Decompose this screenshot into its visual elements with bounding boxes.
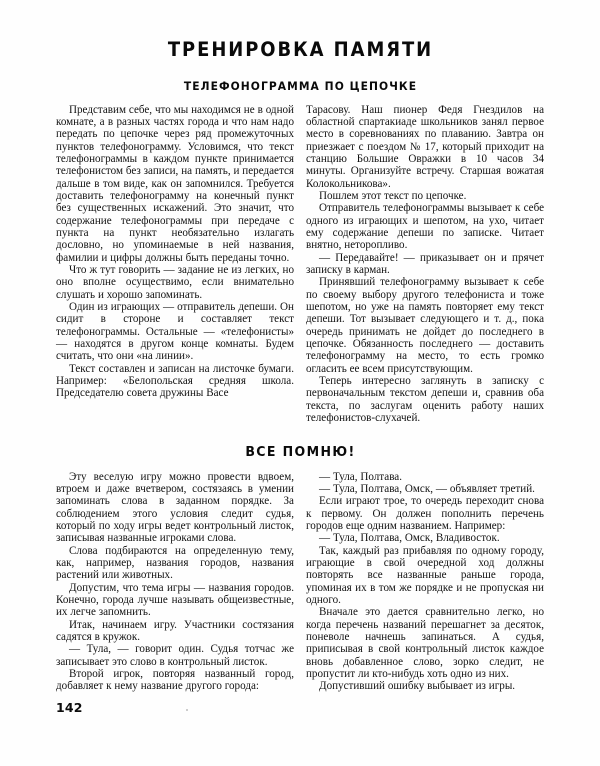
paragraph: Слова подбираются на определенную тему, как, например, названия городов, названия растений или животных.: [56, 544, 294, 582]
section-heading-telephonogram: ТЕЛЕФОНОГРАММА ПО ЦЕПОЧКЕ: [183, 79, 418, 94]
paragraph: Так, каждый раз прибавляя по одному городу, играющие в свой очередной ход должны повторять все названные раньше города, упоминая их в том же порядке и не пропуская ни одного.: [306, 544, 544, 607]
paragraph: — Тула, Полтава.: [319, 470, 403, 483]
column-left: [56, 471, 294, 693]
paragraph: — Тула, Полтава, Омск, Владивосток.: [319, 532, 500, 545]
column-right: [306, 104, 544, 425]
paragraph: Представим себе, что мы находимся не в одной комнате, а в разных частях города и что нам надо передать по цепочке через ряд промежуточных пунктов телефонограмму. Условимся, что текст телефонограммы в каждом пункте принимается телефонистом без записи, на память, и передается дальше в том виде, как он запомнился. Требуется доставить телефонограмму на конечный пункт без существенных искажений. Это значит, что содержание телефонограммы при передаче с пункта на пункт необязательно излагать дословно, но упоминаемые в ней названия, фамилии и цифры должны быть переданы точно.: [56, 103, 294, 264]
paragraph: Текст составлен и записан на листочке бумаги. Например: «Белопольская средняя школа. Председателю совета дружины Васе: [56, 362, 294, 400]
paragraph: — Тула, — говорит один. Судья тотчас же записывает это слово в контрольный листок.: [56, 643, 294, 668]
paragraph: Допустим, что тема игры — названия городов. Конечно, города лучше называть общеизвестные, их легче запомнить.: [56, 581, 294, 619]
paragraph: Пошлем этот текст по цепочке.: [319, 189, 467, 202]
paragraph: Принявший телефонограмму вызывает к себе по своему выбору другого телефониста и тоже шепотом, но уже на память повторяет ему текст депеши. Тот вызывает следующего и т. д., пока очередь принимать не дойдет до последнего в цепочке. Обязанность последнего — доставить телефонограмму на место, то есть громко огласить ее всем присутствующим.: [306, 276, 544, 375]
paragraph: — Тула, Полтава, Омск, — объявляет третий.: [319, 482, 535, 495]
paragraph: Второй игрок, повторяя названный город, добавляет к нему название другого города:: [56, 668, 294, 693]
paragraph: Теперь интересно заглянуть в записку с первоначальным текстом депеши и, сравнив оба текста, по заслугам оценить работу наших телефонистов-слухачей.: [306, 375, 544, 425]
column-left: [56, 104, 294, 400]
paper-speck: [186, 709, 188, 711]
paragraph: Допустивший ошибку выбывает из игры.: [319, 680, 516, 693]
page-content: [56, 0, 545, 693]
paragraph: Что ж тут говорить — задание не из легких, но оно вполне осуществимо, если внимательно слушать и хорошо запоминать.: [56, 264, 294, 301]
column-right: [306, 471, 544, 693]
paragraph: Итак, начинаем игру. Участники состязания садятся в кружок.: [56, 618, 294, 644]
paragraph: Эту веселую игру можно провести вдвоем, втроем и даже вчетвером, состязаясь в умении запоминать слова в заданном порядке. За соблюдением этого условия следит судья, который по ходу игры ведет контрольный листок, записывая названные игроками слова.: [56, 470, 294, 545]
section-columns-telephonogram: [56, 104, 545, 425]
section-columns-vse-pomnyu: [56, 471, 545, 693]
paragraph: Вначале это дается сравнительно легко, но когда перечень названий перешагнет за десяток, поневоле начнешь запинаться. А судья, приписывая в свой контрольный листок каждое вновь добавленное слово, зорко следит, не пропустит ли кто-нибудь хоть одно из них.: [306, 606, 544, 681]
paragraph: — Передавайте! — приказывает он и прячет записку в карман.: [306, 251, 544, 276]
paragraph: Один из играющих — отправитель депеши. Он сидит в стороне и составляет текст телефонограммы. Остальные — «телефонисты» — находятся в другом конце комнаты. Будем считать, что они «на линии».: [56, 301, 294, 363]
paragraph: Тарасову. Наш пионер Федя Гнездилов на областной спартакиаде школьников занял первое место в соревнованиях по плаванию. Завтра он приезжает с поездом № 17, который приходит на станцию Большие Овражки в 10 часов 34 минуты. Организуйте встречу. Старшая вожатая Колокольникова».: [306, 103, 544, 190]
page-title: ТРЕНИРОВКА ПАМЯТИ: [167, 38, 434, 61]
section-heading-vse-pomnyu: ВСЕ ПОМНЮ!: [245, 444, 356, 461]
section-spacer: [56, 424, 545, 445]
paragraph: Если играют трое, то очередь переходит снова к первому. Он должен пополнить перечень городов еще одним названием. Например:: [306, 495, 544, 533]
paragraph: Отправитель телефонограммы вызывает к себе одного из играющих и шепотом, на ухо, читает ему содержание депеши по записке. Читает внятно, неторопливо.: [306, 202, 544, 252]
page-number: 142: [56, 700, 83, 715]
